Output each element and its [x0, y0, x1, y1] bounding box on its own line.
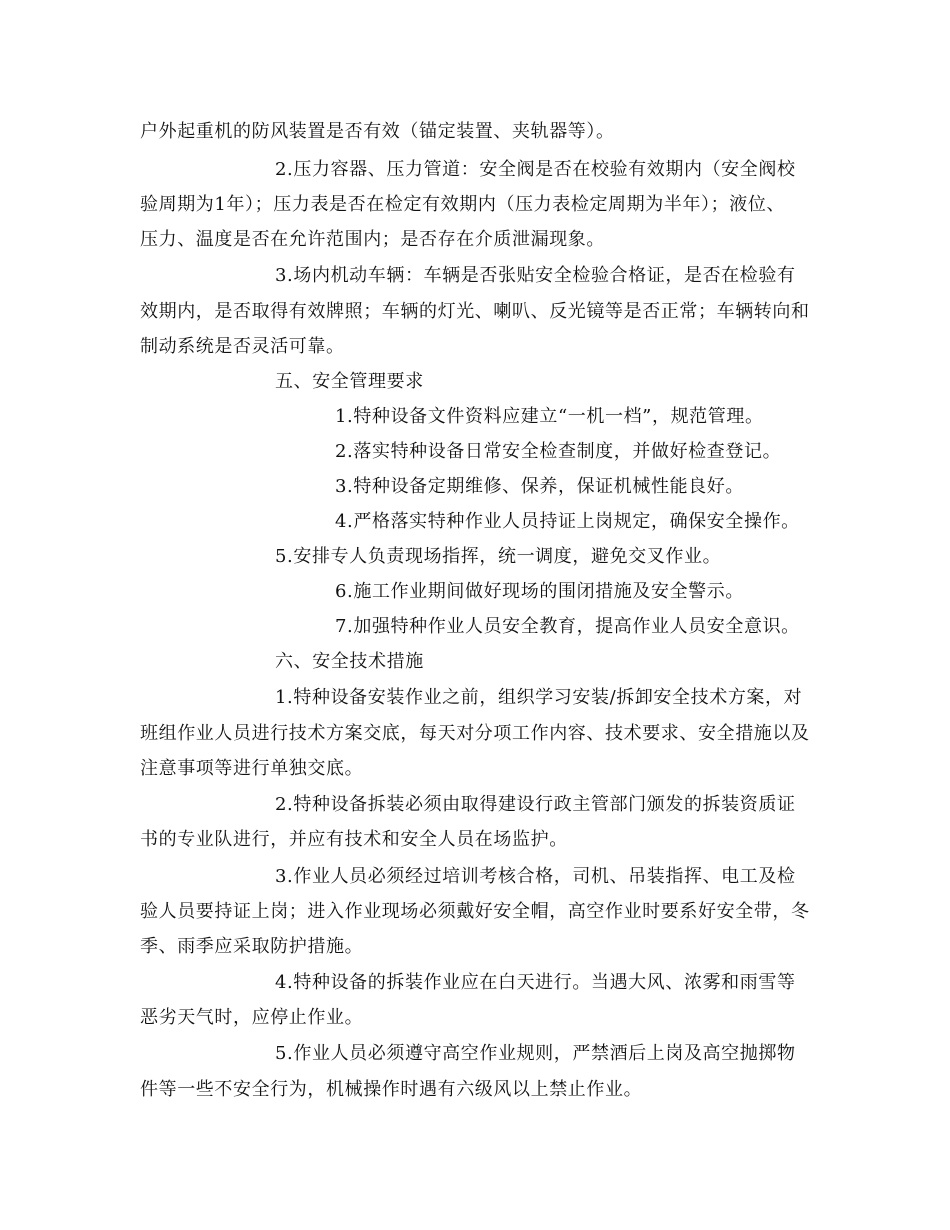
text-line: 6.施工作业期间做好现场的围闭措施及安全警示。: [335, 581, 744, 602]
text-line: 注意事项等进行单独交底。: [140, 758, 364, 779]
text-line: 压力、温度是否在允许范围内；是否存在介质泄漏现象。: [140, 229, 605, 250]
text-line: 件等一些不安全行为，机械操作时遇有六级风以上禁止作业。: [140, 1079, 643, 1100]
text-line: 验周期为1年）；压力表是否在检定有效期内（压力表检定周期为半年）；液位、: [140, 194, 786, 215]
text-line: 1.特种设备安装作业之前，组织学习安装/拆卸安全技术方案，对: [275, 687, 803, 708]
text-line: 3.作业人员必须经过培训考核合格，司机、吊装指挥、电工及检: [275, 866, 796, 887]
text-line: 书的专业队进行，并应有技术和安全人员在场监护。: [140, 829, 568, 850]
text-line: 2.压力容器、压力管道：安全阀是否在校验有效期内（安全阀校: [275, 159, 796, 180]
text-line: 3.场内机动车辆：车辆是否张贴安全检验合格证，是否在检验有: [275, 265, 796, 286]
text-line: 制动系统是否灵活可靠。: [140, 336, 345, 357]
text-line: 5.安排专人负责现场指挥，统一调度，避免交叉作业。: [275, 546, 722, 567]
section-heading: 六、安全技术措施: [275, 651, 424, 672]
text-line: 4.严格落实特种作业人员持证上岗规定，确保安全操作。: [335, 511, 800, 532]
text-line: 季、雨季应采取防护措施。: [140, 936, 364, 957]
text-line: 效期内，是否取得有效牌照；车辆的灯光、喇叭、反光镜等是否正常；车辆转向和: [140, 301, 810, 322]
text-line: 2.落实特种设备日常安全检查制度，并做好检查登记。: [335, 441, 782, 462]
text-line: 班组作业人员进行技术方案交底，每天对分项工作内容、技术要求、安全措施以及: [140, 723, 810, 744]
text-line: 恶劣天气时，应停止作业。: [140, 1007, 364, 1028]
text-line: 户外起重机的防风装置是否有效（锚定装置、夹轨器等）。: [140, 121, 615, 142]
text-line: 3.特种设备定期维修、保养，保证机械性能良好。: [335, 476, 744, 497]
text-line: 验人员要持证上岗；进入作业现场必须戴好安全帽，高空作业时要系好安全带，冬: [140, 901, 810, 922]
text-line: 7.加强特种作业人员安全教育，提高作业人员安全意识。: [335, 616, 800, 637]
text-line: 1.特种设备文件资料应建立“一机一档”，规范管理。: [335, 406, 764, 427]
text-line: 5.作业人员必须遵守高空作业规则，严禁酒后上岗及高空抛掷物: [275, 1043, 796, 1064]
section-heading: 五、安全管理要求: [275, 371, 424, 392]
text-line: 4.特种设备的拆装作业应在白天进行。当遇大风、浓雾和雨雪等: [275, 972, 796, 993]
text-line: 2.特种设备拆装必须由取得建设行政主管部门颁发的拆装资质证: [275, 794, 796, 815]
